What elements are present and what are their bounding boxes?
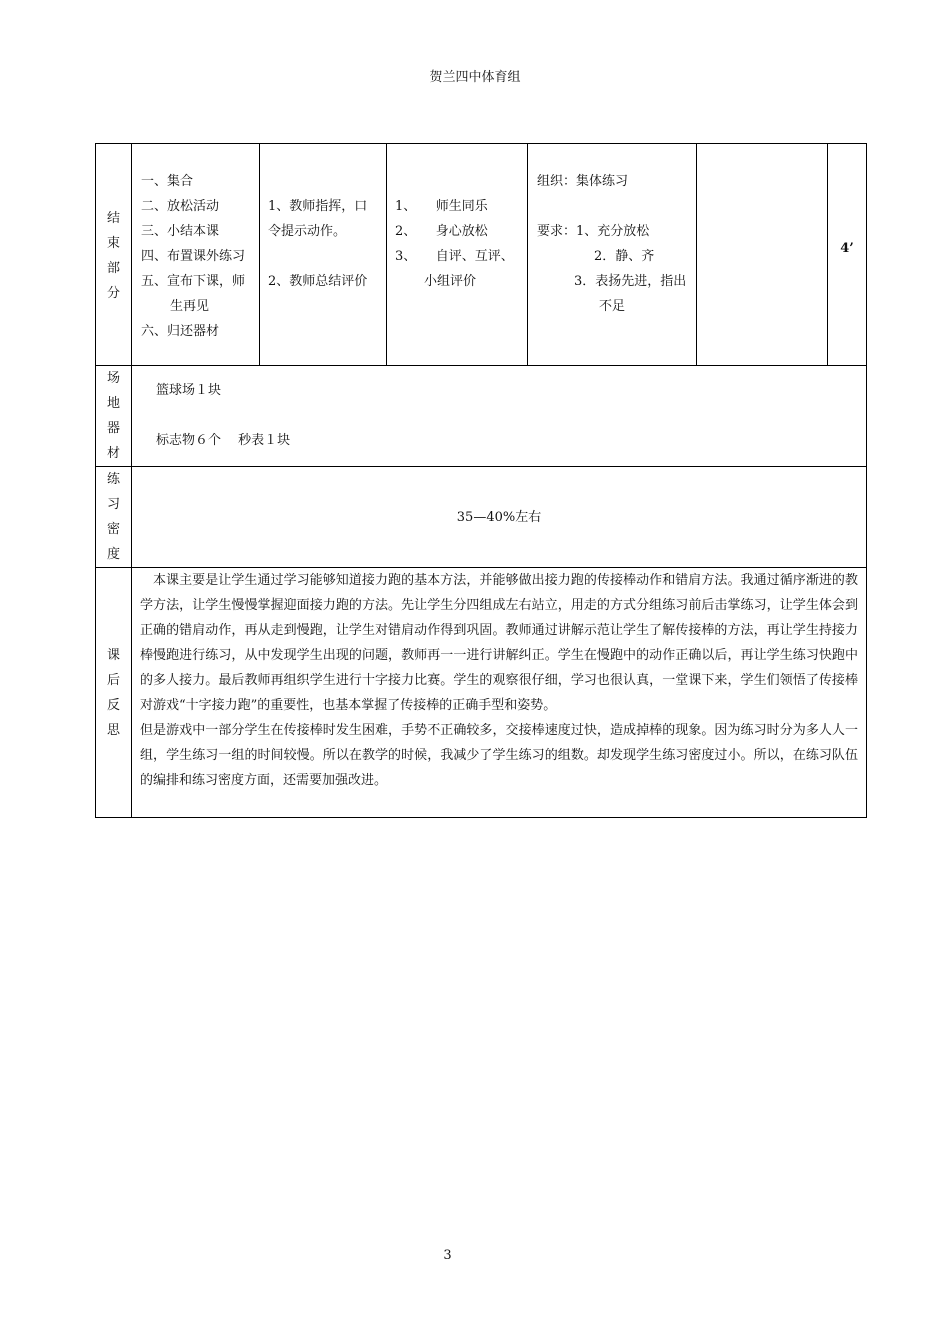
reflection-text — [132, 568, 867, 818]
venue-row — [96, 366, 867, 467]
reflection-row — [96, 568, 867, 818]
lesson-plan-table — [95, 143, 867, 818]
organization-requirements: 组织：集体练习 要求：1、充分放松 2．静、齐 3．表扬先进，指出 不足 — [528, 144, 697, 366]
density-row — [96, 467, 867, 568]
reflection-paragraph-1: 本课主要是让学生通过学习能够知道接力跑的基本方法，并能够做出接力跑的传接棒动作和错肩方法。我通过循序渐进的教学方法，让学生慢慢掌握迎面接力跑的方法。先让学生分四组成左右站立，用走的方式分组练习前后击掌练习，让学生体会到正确的错肩动作，再从走到慢跑，让学生对错肩动作得到巩固。教师通过讲解示范让学生了解传接棒的方法，再让学生持接力棒慢跑进行练习，从中发现学生出现的问题，教师再一一进行讲解纠正。学生在慢跑中的动作正确以后，再让学生练习快跑中的多人接力。最后教师再组织学生进行十字接力比赛。学生的观察很仔细，学习也很认真，一堂课下来，学生们领悟了传接棒对游戏“十字接力跑”的重要性，也基本掌握了传接棒的正确手型和姿势。 — [140, 573, 858, 713]
end-section-label: 结 束 部 分 — [96, 144, 132, 366]
teacher-activity: 1、教师指挥，口 令提示动作。 2、教师总结评价 — [260, 144, 387, 366]
end-section-content: 一、集合 二、放松活动 三、小结本课 四、布置课外练习 五、宣布下课，师 生再见 六、归还器材 — [132, 144, 260, 366]
reflection-label: 课 后 反 思 — [96, 568, 132, 818]
density-label: 练 习 密 度 — [96, 467, 132, 568]
venue-label: 场 地 器 材 — [96, 366, 132, 467]
page-header: 贺兰四中体育组 — [429, 70, 521, 85]
student-activity: 1、 师生同乐 2、 身心放松 3、 自评、互评、 小组评价 — [387, 144, 528, 366]
venue-equipment: 篮球场１块 标志物６个 秒表１块 — [132, 366, 867, 467]
reflection-paragraph-2: 但是游戏中一部分学生在传接棒时发生困难，手势不正确较多，交接棒速度过快，造成掉棒的现象。因为练习时分为多人人一组，学生练习一组的时间较慢。所以在教学的时候，我减少了学生练习的组数。却发现学生练习密度过小。所以，在练习队伍的编排和练习密度方面，还需要加强改进。 — [140, 723, 858, 788]
end-section-row — [96, 144, 867, 366]
density-value: 35—40%左右 — [132, 467, 867, 568]
time-value: 4’ — [828, 144, 867, 366]
page-number: 3 — [443, 1248, 452, 1263]
empty-cell — [697, 144, 828, 366]
